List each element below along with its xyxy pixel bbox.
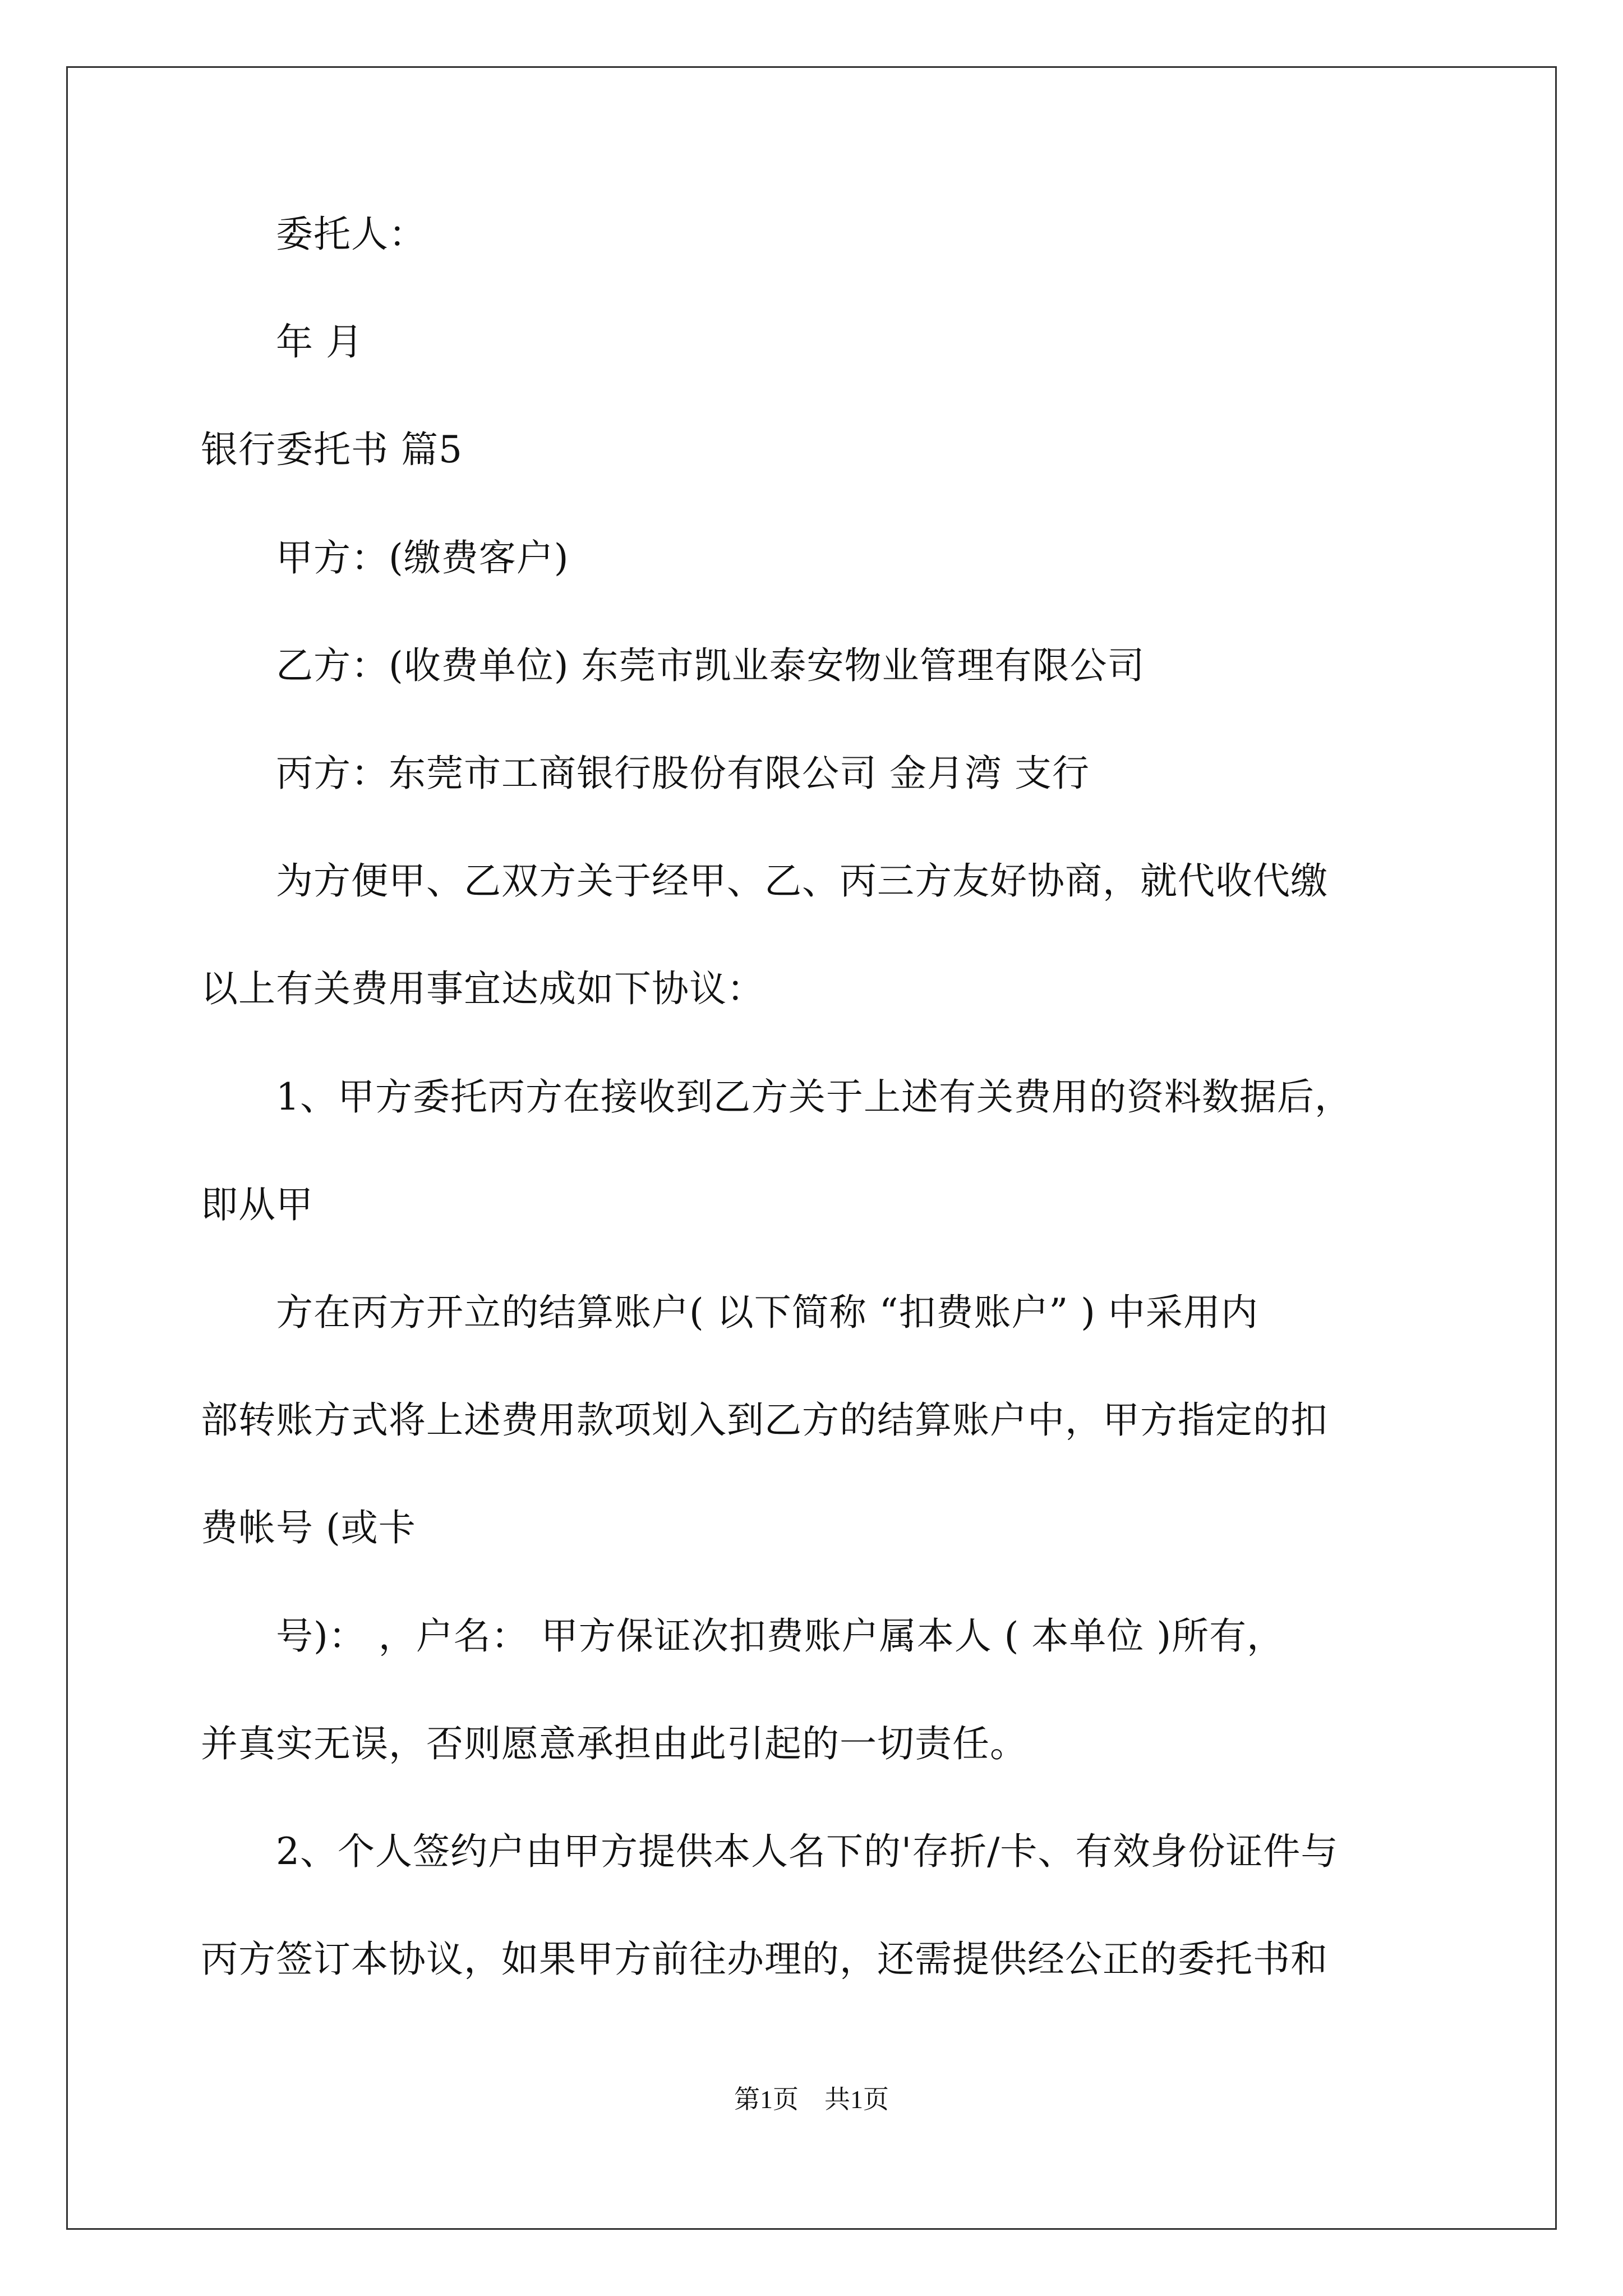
page-number-footer: 第1页 共1页	[734, 2085, 889, 2114]
text-line: 号)： ，户名： 甲方保证次扣费账户属本人 ( 本单位 )所有，	[201, 1614, 1285, 1658]
text-line: 2、个人签约户由甲方提供本人名下的'存折/卡、有效身份证件与	[201, 1830, 1339, 1873]
text-line: 为方便甲、乙双方关于经甲、乙、丙三方友好协商，就代收代缴	[201, 859, 1328, 903]
text-line: 方在丙方开立的结算账户( 以下简称 “扣费账户” ) 中采用内	[201, 1291, 1258, 1334]
text-line: 年 月	[201, 320, 363, 364]
text-line: 部转账方式将上述费用款项划入到乙方的结算账户中，甲方指定的扣	[201, 1398, 1328, 1442]
text-line: 即从甲	[201, 1183, 313, 1226]
text-line: 并真实无误，否则愿意承担由此引起的一切责任。	[201, 1722, 1027, 1765]
text-line: 委托人：	[201, 213, 426, 256]
text-line: 以上有关费用事宜达成如下协议：	[201, 967, 764, 1010]
text-line: 丙方签订本协议，如果甲方前往办理的，还需提供经公正的委托书和	[201, 1938, 1328, 1981]
text-line: 1、甲方委托丙方在接收到乙方关于上述有关费用的资料数据后，	[201, 1075, 1352, 1119]
page-border	[66, 66, 1557, 2230]
text-line: 费帐号 (或卡	[201, 1506, 416, 1549]
text-line: 甲方：(缴费客户)	[201, 536, 569, 579]
section-heading: 银行委托书 篇5	[201, 428, 463, 471]
text-line: 乙方：(收费单位) 东莞市凯业泰安物业管理有限公司	[201, 644, 1145, 687]
text-line: 丙方：东莞市工商银行股份有限公司 金月湾 支行	[201, 752, 1090, 795]
